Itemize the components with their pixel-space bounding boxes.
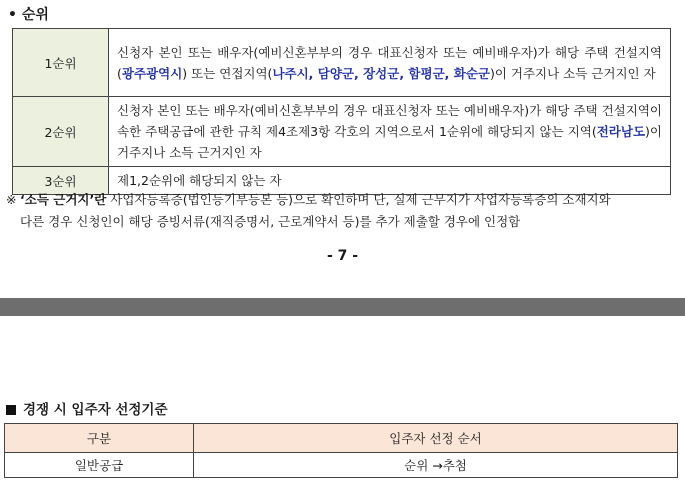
table-header-row [5, 424, 678, 453]
rank-label: 2순위 [13, 97, 109, 167]
selection-table [4, 423, 678, 478]
table-row [5, 453, 678, 478]
rank-description [109, 29, 671, 97]
rank-description [109, 97, 671, 167]
table-row [13, 97, 671, 167]
highlight-region: 광주광역시 [121, 65, 183, 81]
table-row [13, 29, 671, 97]
note-text-line2: 다른 경우 신청인이 해당 증빙서류(재직증명서, 근로계약서 등)를 추가 제출할 경우에 인정함 [20, 214, 521, 229]
page-separator [0, 298, 685, 316]
note-term: ‘소득 근거지’란 [20, 192, 107, 207]
column-header: 구분 [5, 424, 194, 453]
desc-text: 신청자 본인 또는 배우자(예비신혼부부의 경우 대표신청자 또는 예비배우자)가 해당 주택 건설지역이 속한 주택공급에 관한 규칙 제4조제3항 각호의 지역으로서 1순위에 해당되지 않는 지역( [117, 103, 662, 139]
table-cell: 일반공급 [5, 453, 194, 478]
highlight-region: 전라남도 [596, 124, 646, 139]
table-cell: 순위 →추첨 [194, 453, 678, 478]
column-header: 입주자 선정 순서 [194, 424, 678, 453]
footnote [6, 189, 681, 233]
rank-table [12, 28, 671, 195]
note-mark: ※ [6, 192, 17, 207]
section-heading-2 [6, 398, 168, 418]
note-text: 사업자등록증(법인등기부등본 등)으로 확인하며 단, 실제 근무지가 사업자등록증의 소재지와 [106, 192, 611, 207]
desc-text: 신청자 본인 또는 배우자(예비신혼부부의 경우 대표신청자 또는 예비배우자)가 해당 주택 건설지역( [117, 44, 662, 81]
section-title: 경쟁 시 입주자 선정기준 [23, 402, 168, 418]
desc-text: 제1,2순위에 해당되지 않는 자 [117, 173, 282, 188]
rank-label: 3순위 [13, 167, 109, 195]
desc-text: )이 거주지나 소득 근거지인 자 [489, 65, 656, 81]
square-bullet-icon [6, 405, 16, 415]
desc-text: )이 거주지나 소득 근거지인 자 [117, 124, 662, 160]
desc-text: ) 또는 연접지역( [182, 65, 273, 81]
section-heading: • 순위 [8, 7, 49, 23]
rank-label: 1순위 [13, 29, 109, 97]
page-number: - 7 - [326, 248, 359, 264]
highlight-region: 나주시, 담양군, 장성군, 함평군, 화순군 [272, 65, 490, 81]
